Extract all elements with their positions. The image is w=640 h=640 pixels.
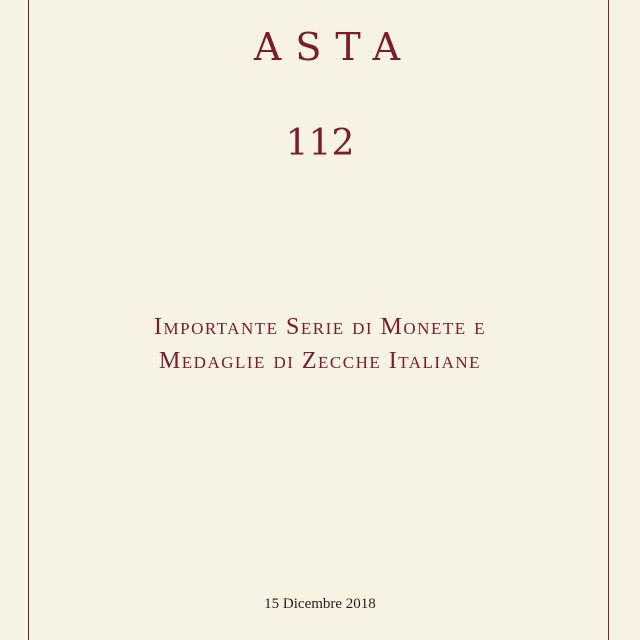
- auction-heading: ASTA: [253, 25, 415, 69]
- subtitle-line-1: Importante Serie di Monete e: [154, 314, 486, 340]
- subtitle-line-2: Medaglie di Zecche Italiane: [158, 348, 482, 374]
- auction-date: 15 Dicembre 2018: [264, 596, 376, 612]
- auction-number: 112: [285, 123, 355, 164]
